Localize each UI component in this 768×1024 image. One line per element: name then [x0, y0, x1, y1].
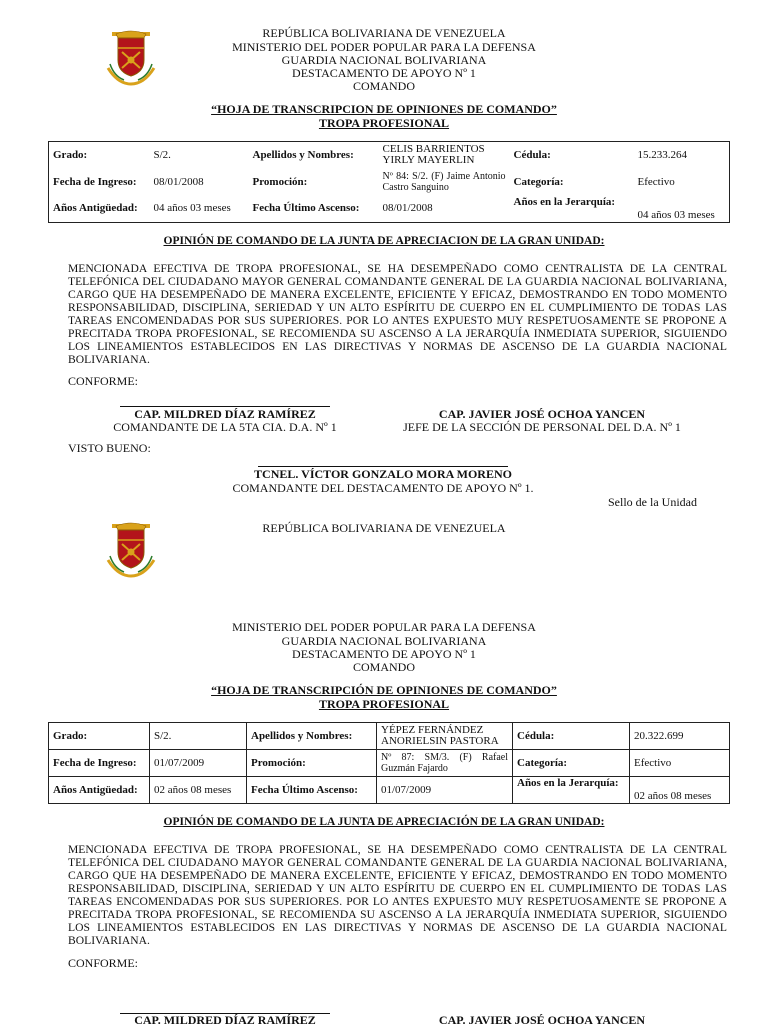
antiguedad-value: 02 años 08 meses	[150, 777, 247, 804]
apellidos-value: YÉPEZ FERNÁNDEZ ANORIELSIN PASTORA	[377, 723, 513, 750]
signer-commander-name: CAP. MILDRED DÍAZ RAMÍREZ	[134, 407, 316, 421]
jerarquia-label: Años en la Jerarquía:	[513, 777, 630, 804]
conforme-label: CONFORME:	[68, 956, 139, 970]
header-line-ministry: MINISTERIO DEL PODER POPULAR PARA LA DEFENSA	[232, 40, 536, 54]
categoria-label: Categoría:	[513, 750, 630, 777]
opinion-paragraph: MENCIONADA EFECTIVA DE TROPA PROFESIONAL, SE HA DESEMPEÑADO COMO CENTRALISTA DE LA CENTRAL TELEFÓNICA DEL CIUDADANO MAYOR GENERAL COMANDANTE GENERAL DE LA GUARDIA NACIONAL BOLIVARIANA, CARGO QUE HA DESEMPEÑADO DE MANERA EXCELENTE, EFICIENTE Y EFICAZ, DEMOSTRANDO EN TODO MOMENTO RESPONSABILIDAD, DISCIPLINA, SERIEDAD Y UN ALTO ESPÍRITU DE CUERPO EN EL CUMPLIMIENTO DE TODAS LAS TAREAS ENCOMENDADAS POR SUS SUPERIORES. POR LO ANTES EXPUESTO MUY RESPETUOSAMENTE SE PROPONE A PRECITADA TROPA PROFESIONAL, SE RECOMIENDA SU ASCENSO A LA JERARQUÍA INMEDIATA SUPERIOR, SIGUIENDO LOS LINEAMIENTOS ESTABLECIDOS EN LAS DIRECTIVAS Y NORMAS DE ASCENSO DE LA GUARDIA NACIONAL BOLIVARIANA.	[68, 843, 727, 947]
header-line-guard: GUARDIA NACIONAL BOLIVARIANA	[281, 634, 487, 648]
jerarquia-value: 04 años 03 meses	[637, 209, 715, 221]
grado-value: S/2.	[153, 148, 171, 161]
signer-personnel-name: CAP. JAVIER JOSÉ OCHOA YANCEN	[438, 1013, 646, 1024]
document-subtitle: TROPA PROFESIONAL	[318, 697, 450, 711]
ingreso-label: Fecha de Ingreso:	[53, 175, 137, 188]
ingreso-label: Fecha de Ingreso:	[49, 750, 150, 777]
header-line-command: COMANDO	[352, 660, 415, 674]
apellidos-label: Apellidos y Nombres:	[247, 723, 377, 750]
signer-lieutenant-colonel-role: COMANDANTE DEL DESTACAMENTO DE APOYO Nº 1.	[232, 481, 534, 495]
ingreso-value: 01/07/2009	[150, 750, 247, 777]
header-line-republic: REPÚBLICA BOLIVARIANA DE VENEZUELA	[262, 521, 506, 535]
cedula-label: Cédula:	[513, 148, 551, 161]
apellidos-label: Apellidos y Nombres:	[252, 148, 354, 161]
personnel-info-table	[48, 141, 730, 223]
document-title: “HOJA DE TRANSCRIPCIÓN DE OPINIONES DE COMANDO”	[211, 683, 557, 697]
opinion-section-title: OPINIÓN DE COMANDO DE LA JUNTA DE APRECIACION DE LA GRAN UNIDAD:	[163, 235, 605, 247]
header-line-detachment: DESTACAMENTO DE APOYO Nº 1	[292, 647, 476, 661]
antiguedad-label: Años Antigüedad:	[53, 202, 138, 215]
document-title: “HOJA DE TRANSCRIPCION DE OPINIONES DE COMANDO”	[211, 102, 557, 116]
promocion-value: Nº 84: S/2. (F) Jaime Antonio Castro Sanguino	[382, 171, 506, 193]
jerarquia-label: Años en la Jerarquía:	[513, 195, 616, 208]
signer-commander-role: COMANDANTE DE LA 5TA CIA. D.A. Nº 1	[113, 420, 337, 434]
apellidos-value: CELIS BARRIENTOS YIRLY MAYERLIN	[382, 143, 485, 167]
signer-personnel-name: CAP. JAVIER JOSÉ OCHOA YANCEN	[438, 407, 646, 421]
grado-label: Grado:	[53, 148, 88, 161]
categoria-label: Categoría:	[513, 175, 564, 188]
header-line-detachment: DESTACAMENTO DE APOYO Nº 1	[292, 66, 476, 80]
grado-value: S/2.	[150, 723, 247, 750]
personnel-info-table	[48, 722, 730, 804]
signer-commander-name: CAP. MILDRED DÍAZ RAMÍREZ	[134, 1013, 316, 1024]
cedula-value: 20.322.699	[630, 723, 730, 750]
grado-label: Grado:	[49, 723, 150, 750]
header-line-republic: REPÚBLICA BOLIVARIANA DE VENEZUELA	[262, 26, 506, 40]
opinion-paragraph: MENCIONADA EFECTIVA DE TROPA PROFESIONAL, SE HA DESEMPEÑADO COMO CENTRALISTA DE LA CENTRAL TELEFÓNICA DEL CIUDADANO MAYOR GENERAL COMANDANTE GENERAL DE LA GUARDIA NACIONAL BOLIVARIANA, CARGO QUE HA DESEMPEÑADO DE MANERA EXCELENTE, EFICIENTE Y EFICAZ, DEMOSTRANDO EN TODO MOMENTO RESPONSABILIDAD, DISCIPLINA, SERIEDAD Y UN ALTO ESPÍRITU DE CUERPO EN EL CUMPLIMIENTO DE TODAS LAS TAREAS ENCOMENDADAS POR SUS SUPERIORES. POR LO ANTES EXPUESTO MUY RESPETUOSAMENTE SE PROPONE A PRECITADA TROPA PROFESIONAL, SE RECOMIENDA SU ASCENSO A LA JERARQUÍA INMEDIATA SUPERIOR, SIGUIENDO LOS LINEAMIENTOS ESTABLECIDOS EN LAS DIRECTIVAS Y NORMAS DE ASCENSO DE LA GUARDIA NACIONAL BOLIVARIANA.	[68, 262, 727, 366]
ingreso-value: 08/01/2008	[153, 175, 204, 188]
opinion-section-title: OPINIÓN DE COMANDO DE LA JUNTA DE APRECIACIÓN DE LA GRAN UNIDAD:	[163, 816, 605, 828]
header-line-guard: GUARDIA NACIONAL BOLIVARIANA	[281, 53, 487, 67]
ascenso-label: Fecha Último Ascenso:	[252, 202, 360, 215]
promocion-label: Promoción:	[247, 750, 377, 777]
document-subtitle: TROPA PROFESIONAL	[318, 116, 450, 130]
conforme-label: CONFORME:	[68, 374, 139, 388]
header-line-command: COMANDO	[352, 79, 415, 93]
signer-lieutenant-colonel-name: TCNEL. VÍCTOR GONZALO MORA MORENO	[254, 467, 512, 481]
categoria-value: Efectivo	[637, 175, 675, 188]
antiguedad-value: 04 años 03 meses	[153, 202, 231, 215]
cedula-label: Cédula:	[513, 723, 630, 750]
ascenso-value: 08/01/2008	[382, 202, 433, 215]
antiguedad-label: Años Antigüedad:	[49, 777, 150, 804]
ascenso-value: 01/07/2009	[377, 777, 513, 804]
visto-bueno-label: VISTO BUENO:	[68, 441, 151, 455]
cedula-value: 15.233.264	[637, 148, 687, 161]
promocion-label: Promoción:	[252, 175, 308, 188]
signer-personnel-role: JEFE DE LA SECCIÓN DE PERSONAL DEL D.A. Nº 1	[403, 420, 681, 434]
categoria-value: Efectivo	[630, 750, 730, 777]
ascenso-label: Fecha Último Ascenso:	[247, 777, 377, 804]
jerarquia-value: 02 años 08 meses	[630, 777, 730, 804]
unit-seal-label: Sello de la Unidad	[608, 495, 697, 509]
header-line-ministry: MINISTERIO DEL PODER POPULAR PARA LA DEFENSA	[232, 620, 536, 634]
promocion-value: Nº 87: SM/3. (F) Rafael Guzmán Fajardo	[377, 750, 513, 777]
